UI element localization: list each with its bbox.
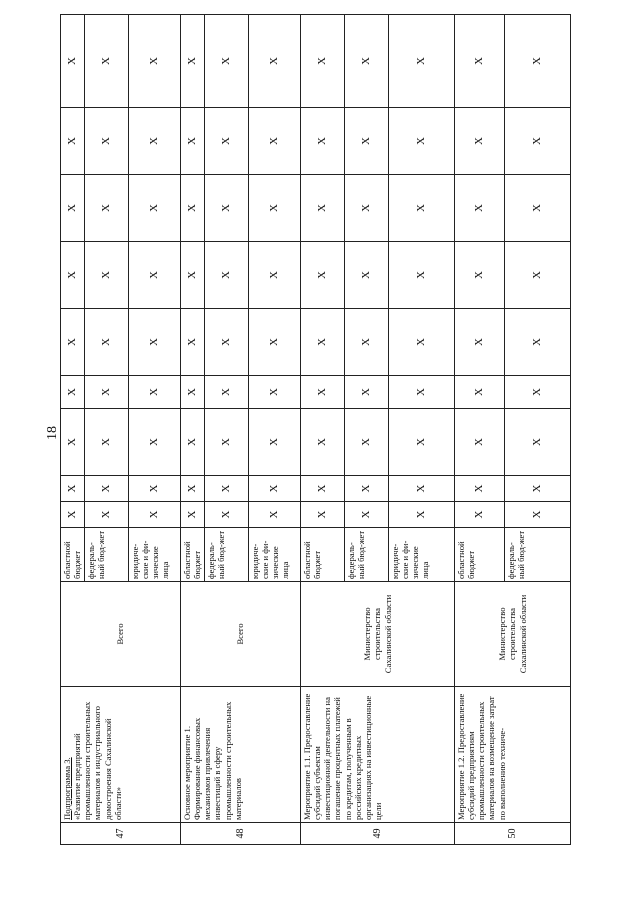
cross-mark: X bbox=[249, 309, 301, 376]
cross-mark: X bbox=[455, 108, 505, 175]
cross-mark: X bbox=[61, 242, 85, 309]
cross-mark: X bbox=[129, 409, 181, 476]
cross-mark: X bbox=[301, 476, 345, 502]
funding-source: юридиче-ские и фи-зические лица bbox=[389, 528, 455, 582]
cross-mark: X bbox=[129, 376, 181, 409]
cross-mark: X bbox=[181, 409, 205, 476]
cross-mark: X bbox=[249, 175, 301, 242]
cross-mark: X bbox=[345, 242, 389, 309]
cross-mark: X bbox=[205, 242, 249, 309]
cross-mark: X bbox=[301, 309, 345, 376]
cross-mark: X bbox=[181, 376, 205, 409]
cross-mark: X bbox=[455, 409, 505, 476]
cross-mark: X bbox=[505, 502, 571, 528]
cross-mark: X bbox=[181, 242, 205, 309]
cross-mark: X bbox=[205, 175, 249, 242]
cross-mark: X bbox=[61, 108, 85, 175]
cross-mark: X bbox=[455, 175, 505, 242]
cross-mark: X bbox=[129, 175, 181, 242]
funding-source: областной бюджет bbox=[61, 528, 85, 582]
table-row bbox=[455, 15, 505, 845]
cross-mark: X bbox=[389, 108, 455, 175]
measure-title bbox=[181, 687, 301, 823]
cross-mark: X bbox=[345, 15, 389, 108]
cross-mark: X bbox=[181, 175, 205, 242]
cross-mark: X bbox=[505, 309, 571, 376]
cross-mark: X bbox=[455, 242, 505, 309]
cross-mark: X bbox=[389, 409, 455, 476]
cross-mark: X bbox=[129, 15, 181, 108]
cross-mark: X bbox=[85, 108, 129, 175]
cross-mark: X bbox=[129, 108, 181, 175]
cross-mark: X bbox=[249, 15, 301, 108]
cross-mark: X bbox=[301, 409, 345, 476]
measure-text: Мероприятие 1.1. Предоставление субсидий субъектам инвестиционной деятельности на погашение процентных платежей по кредитам, полученным в российских кредитных организациях на инвестиционные цели bbox=[302, 693, 383, 820]
cross-mark: X bbox=[85, 502, 129, 528]
cross-mark: X bbox=[249, 376, 301, 409]
cross-mark: X bbox=[455, 502, 505, 528]
cross-mark: X bbox=[61, 409, 85, 476]
cross-mark: X bbox=[345, 175, 389, 242]
cross-mark: X bbox=[205, 409, 249, 476]
cross-mark: X bbox=[249, 409, 301, 476]
cross-mark: X bbox=[505, 476, 571, 502]
responsible-executor: Министерство строительства Сахалинской области bbox=[455, 582, 571, 687]
table-row bbox=[301, 15, 345, 845]
cross-mark: X bbox=[345, 476, 389, 502]
cross-mark: X bbox=[85, 309, 129, 376]
table-row bbox=[61, 15, 85, 845]
measure-text: Основное мероприятие 1. Формирование финансовых механизмов привлечения инвестиций в сферу промышленности строительных материалов bbox=[182, 701, 243, 820]
row-number: 50 bbox=[455, 823, 571, 845]
cross-mark: X bbox=[389, 502, 455, 528]
responsible-executor: Всего bbox=[181, 582, 301, 687]
measure-text: «Развитие предприятий промышленности строительных материалов и индустриального домостроения Сахалинской области» bbox=[72, 701, 123, 820]
cross-mark: X bbox=[455, 15, 505, 108]
cross-mark: X bbox=[301, 376, 345, 409]
cross-mark: X bbox=[301, 502, 345, 528]
funding-source: областной бюджет bbox=[181, 528, 205, 582]
cross-mark: X bbox=[301, 108, 345, 175]
subprogram-label: Подпрограмма 3. bbox=[62, 757, 72, 820]
row-number: 49 bbox=[301, 823, 455, 845]
cross-mark: X bbox=[345, 502, 389, 528]
cross-mark: X bbox=[389, 15, 455, 108]
cross-mark: X bbox=[505, 108, 571, 175]
cross-mark: X bbox=[181, 502, 205, 528]
measure-title bbox=[455, 687, 571, 823]
cross-mark: X bbox=[205, 15, 249, 108]
cross-mark: X bbox=[455, 476, 505, 502]
cross-mark: X bbox=[389, 476, 455, 502]
cross-mark: X bbox=[61, 309, 85, 376]
funding-source: федераль-ный бюд-жет bbox=[205, 528, 249, 582]
cross-mark: X bbox=[389, 309, 455, 376]
responsible-executor: Всего bbox=[61, 582, 181, 687]
cross-mark: X bbox=[85, 476, 129, 502]
funding-source: федераль-ный бюд-жет bbox=[85, 528, 129, 582]
cross-mark: X bbox=[129, 476, 181, 502]
measure-title bbox=[61, 687, 181, 823]
cross-mark: X bbox=[181, 476, 205, 502]
cross-mark: X bbox=[181, 15, 205, 108]
program-table bbox=[60, 14, 571, 845]
cross-mark: X bbox=[85, 175, 129, 242]
cross-mark: X bbox=[61, 476, 85, 502]
cross-mark: X bbox=[505, 376, 571, 409]
cross-mark: X bbox=[85, 409, 129, 476]
cross-mark: X bbox=[345, 409, 389, 476]
cross-mark: X bbox=[249, 502, 301, 528]
cross-mark: X bbox=[205, 376, 249, 409]
table-body bbox=[61, 15, 571, 845]
row-number: 48 bbox=[181, 823, 301, 845]
funding-source: федераль-ный бюд-жет bbox=[345, 528, 389, 582]
rotated-table-wrapper bbox=[60, 15, 560, 845]
cross-mark: X bbox=[389, 376, 455, 409]
cross-mark: X bbox=[85, 242, 129, 309]
page-number: 18 bbox=[45, 426, 60, 440]
cross-mark: X bbox=[249, 476, 301, 502]
cross-mark: X bbox=[505, 409, 571, 476]
measure-title bbox=[301, 687, 455, 823]
responsible-executor: Министерство строительства Сахалинской области bbox=[301, 582, 455, 687]
measure-text: Мероприятие 1.2. Предоставление субсидий предприятиям промышленности строительных материалов на возмещение затрат по выполнению техниче- bbox=[456, 693, 507, 820]
cross-mark: X bbox=[61, 376, 85, 409]
cross-mark: X bbox=[205, 108, 249, 175]
funding-source: юридиче-ские и фи-зические лица bbox=[249, 528, 301, 582]
funding-source: областной бюджет bbox=[455, 528, 505, 582]
funding-source: областной бюджет bbox=[301, 528, 345, 582]
cross-mark: X bbox=[129, 309, 181, 376]
cross-mark: X bbox=[345, 376, 389, 409]
cross-mark: X bbox=[505, 242, 571, 309]
cross-mark: X bbox=[249, 242, 301, 309]
row-number: 47 bbox=[61, 823, 181, 845]
cross-mark: X bbox=[205, 476, 249, 502]
cross-mark: X bbox=[389, 242, 455, 309]
cross-mark: X bbox=[61, 175, 85, 242]
cross-mark: X bbox=[301, 15, 345, 108]
cross-mark: X bbox=[61, 15, 85, 108]
cross-mark: X bbox=[85, 376, 129, 409]
table-row bbox=[181, 15, 205, 845]
cross-mark: X bbox=[301, 175, 345, 242]
cross-mark: X bbox=[205, 309, 249, 376]
cross-mark: X bbox=[505, 175, 571, 242]
funding-source: федераль-ный бюд-жет bbox=[505, 528, 571, 582]
cross-mark: X bbox=[129, 242, 181, 309]
cross-mark: X bbox=[345, 108, 389, 175]
cross-mark: X bbox=[181, 108, 205, 175]
cross-mark: X bbox=[345, 309, 389, 376]
cross-mark: X bbox=[505, 15, 571, 108]
cross-mark: X bbox=[455, 376, 505, 409]
cross-mark: X bbox=[85, 15, 129, 108]
cross-mark: X bbox=[455, 309, 505, 376]
funding-source: юридиче-ские и фи-зические лица bbox=[129, 528, 181, 582]
cross-mark: X bbox=[301, 242, 345, 309]
cross-mark: X bbox=[389, 175, 455, 242]
cross-mark: X bbox=[181, 309, 205, 376]
cross-mark: X bbox=[205, 502, 249, 528]
cross-mark: X bbox=[61, 502, 85, 528]
cross-mark: X bbox=[249, 108, 301, 175]
cross-mark: X bbox=[129, 502, 181, 528]
